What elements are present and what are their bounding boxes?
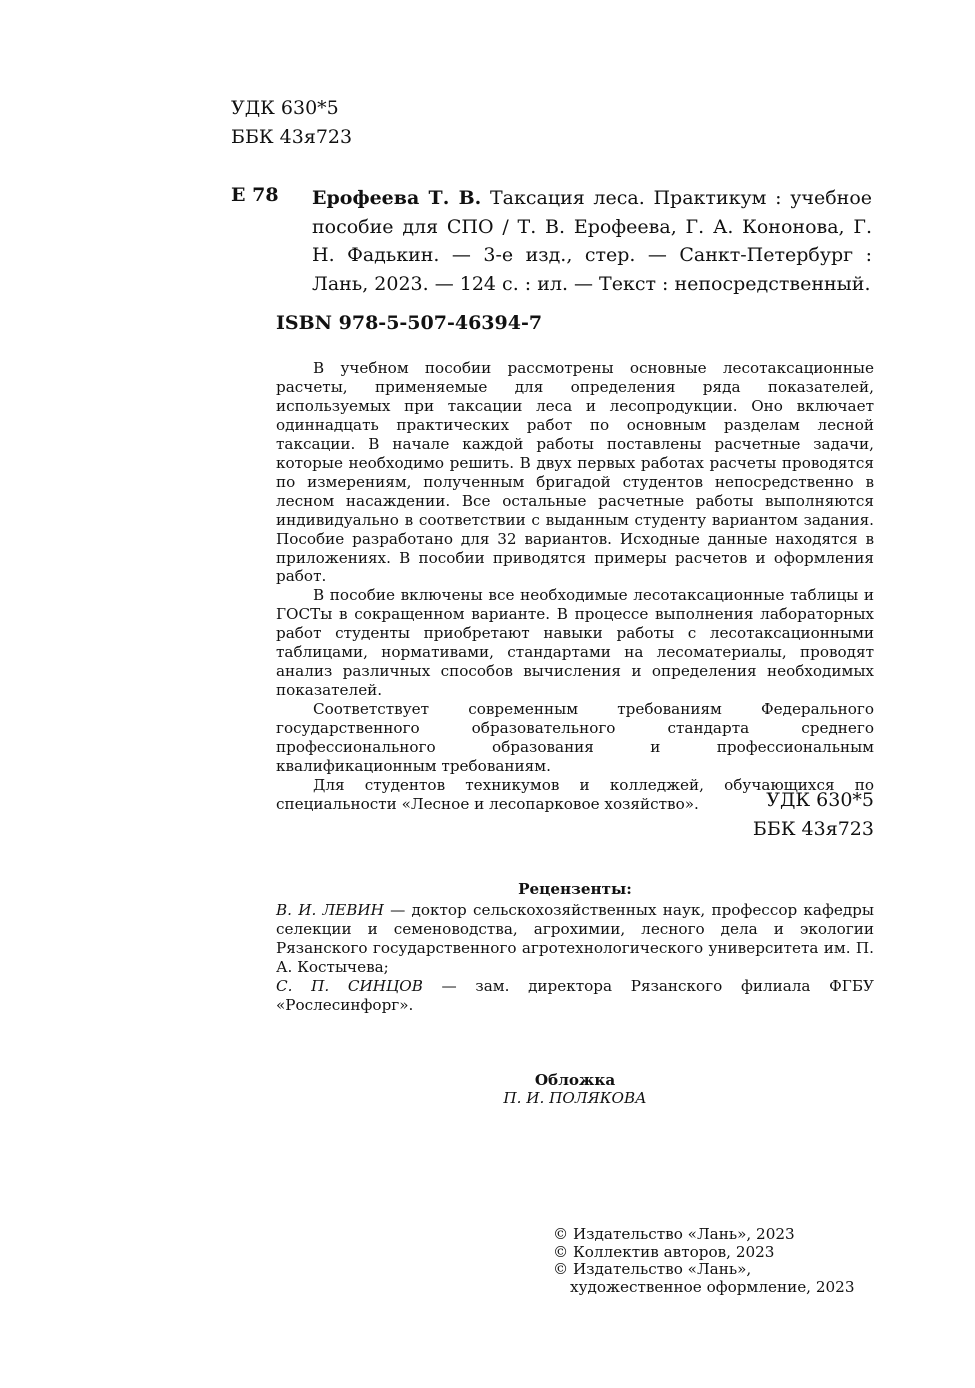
cover-label: Обложка [534, 1071, 616, 1089]
abstract-paragraph: В пособие включены все необходимые лесотаксационные таблицы и ГОСТы в сокращенном варианте. В процессе выполнения лабораторных работ студенты приобретают навыки работы с лесотаксационными таблицами, нормативами, стандартами на лесоматериалы, проводят анализ различных способов вычисления и определения необходимых показателей. [276, 586, 874, 700]
bbk-bottom: ББК 43я723 [752, 818, 874, 840]
reviewers-title: Рецензенты: [518, 880, 632, 898]
bibliographic-entry [312, 184, 872, 298]
reviewer-2-name: С. П. СИНЦОВ [276, 977, 423, 995]
index-top [231, 94, 352, 152]
udk-top: УДК 630*5 [231, 97, 339, 119]
bbk-top: ББК 43я723 [231, 126, 353, 148]
entry-text: Таксация леса. Практикум : учебное пособие для СПО / Т. В. Ерофеева, Г. А. Кононова, Г. Н. Фадькин. — 3-е изд., стер. — Санкт-Петербург : Лань, 2023. — 124 с. : ил. — Текст : непосредственный. [312, 187, 873, 295]
index-bottom [700, 786, 874, 844]
isbn: ISBN 978-5-507-46394-7 [276, 312, 543, 334]
copyright-block [553, 1226, 855, 1296]
reviewers [276, 901, 874, 1015]
copyright-line: © Издательство «Лань», [553, 1260, 752, 1278]
abstract-paragraph: Соответствует современным требованиям Федерального государственного образовательного стандарта среднего профессионального образования и профессиональным квалификационным требованиям. [276, 700, 874, 776]
entry-author: Ерофеева Т. В. [312, 187, 482, 209]
abstract-paragraph: Для студентов техникумов и колледжей, обучающихся по специальности «Лесное и лесопарковое хозяйство». [276, 775, 874, 813]
cover-designer: П. И. ПОЛЯКОВА [503, 1089, 647, 1107]
reviewer-1-name: В. И. ЛЕВИН [276, 901, 384, 919]
reviewer-1-text: — доктор сельскохозяйственных наук, профессор кафедры селекции и семеноводства, агрохимии, лесного дела и экологии Рязанского государственного агротехнологического университета им. П. А. Костычева; [276, 901, 874, 976]
reviewer-2-text: — зам. директора Рязанского филиала ФГБУ «Рослесинфорг». [276, 977, 874, 1014]
copyright-line: художественное оформление, 2023 [570, 1277, 855, 1296]
copyright-line: © Издательство «Лань», 2023 [553, 1225, 795, 1243]
cover-credit [276, 1071, 874, 1107]
reviewer-1 [276, 901, 874, 977]
udk-bottom: УДК 630*5 [766, 789, 874, 811]
abstract [276, 359, 874, 814]
abstract-paragraph: В учебном пособии рассмотрены основные лесотаксационные расчеты, применяемые для определения ряда показателей, используемых при таксации леса и лесопродукции. Оно включает одиннадцать практических работ по основным разделам лесной таксации. В начале каждой работы поставлены расчетные задачи, которые необходимо решить. В двух первых работах расчеты проводятся по измерениям, полученным бригадой студентов непосредственно в лесном насаждении. Все остальные расчетные работы выполняются индивидуально в соответствии с выданным студенту вариантом задания. Пособие разработано для 32 вариантов. Исходные данные находятся в приложениях. В пособии приводятся примеры расчетов и оформления работ. [276, 359, 874, 586]
reviewer-2 [276, 977, 874, 1015]
copyright-line: © Коллектив авторов, 2023 [553, 1242, 775, 1261]
author-mark: Е 78 [231, 184, 279, 206]
